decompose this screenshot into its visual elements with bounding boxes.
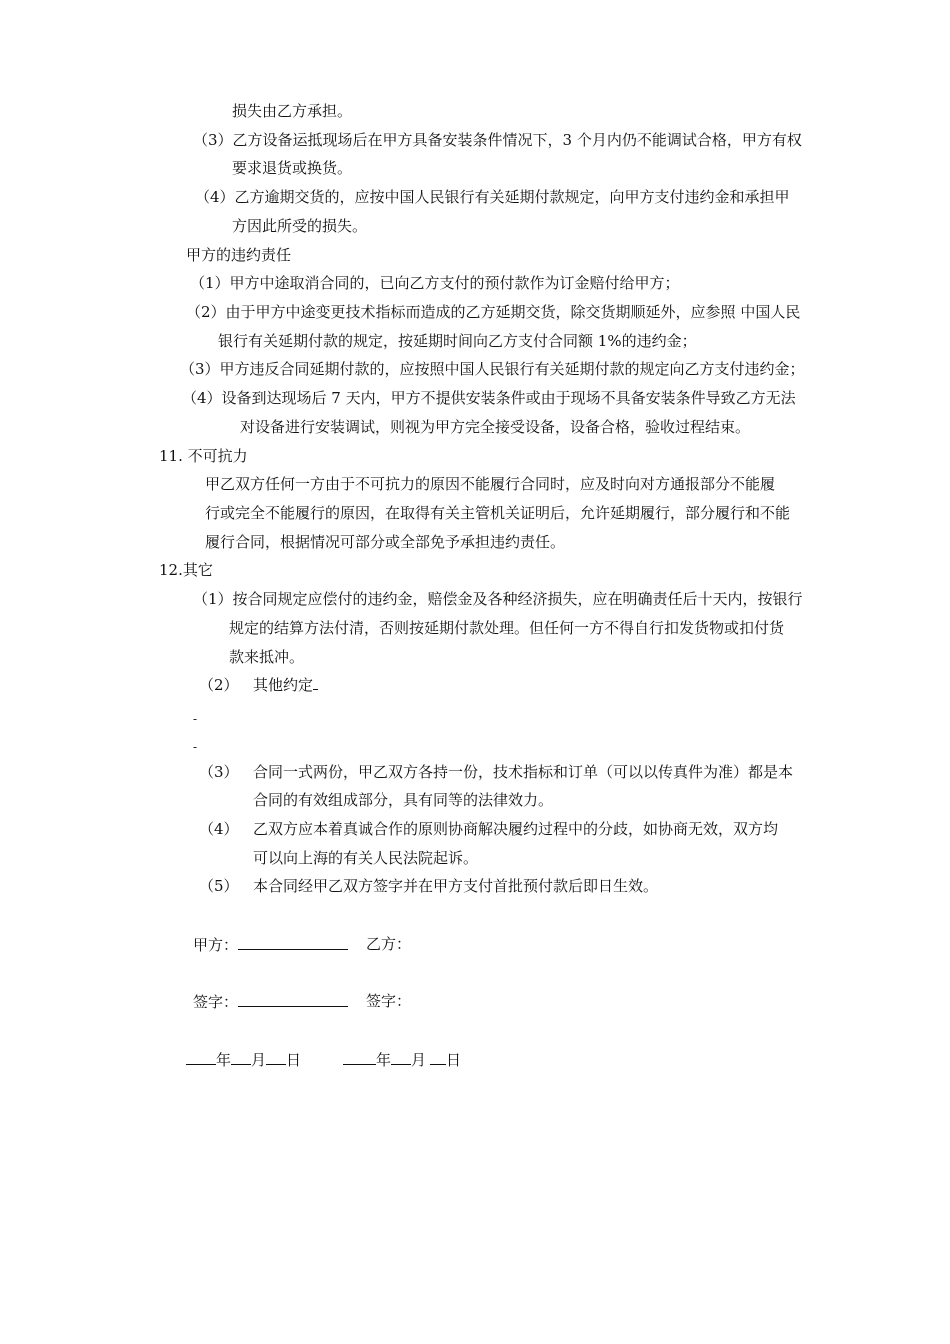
top-line-4: （4）乙方逾期交货的，应按中国人民银行有关延期付款规定，向甲方支付违约金和承担甲 [195,188,790,206]
section-12-item-1-cont: 款来抵冲。 [229,648,305,666]
month-label: 月 [411,1051,427,1069]
party-a-item-2: （2）由于甲方中途变更技术指标而造成的乙方延期交货，除交货期顺延外，应参照 中国人民 [186,303,801,321]
month-blank[interactable] [231,1049,251,1065]
party-a-row [193,934,348,955]
section-11-heading: 11. 不可抗力 [159,447,248,465]
party-a-item-2-cont: 银行有关延期付款的规定，按延期时间向乙方支付合同额 1%的违约金； [218,332,697,350]
party-a-item-3: （3）甲方违反合同延期付款的，应按照中国人民银行有关延期付款的规定向乙方支付违约金； [180,360,805,378]
year-label: 年 [216,1051,232,1069]
top-line-1: 损失由乙方承担。 [232,102,353,120]
party-b-sign-label: 签字： [366,992,412,1010]
month-blank[interactable] [391,1049,411,1065]
section-12-item-5-text: 本合同经甲乙双方签字并在甲方支付首批预付款后即日生效。 [253,877,659,895]
party-a-date [186,1049,301,1070]
section-12-item-4-number: （4） [199,820,239,838]
party-a-liability-heading: 甲方的违约责任 [186,246,292,264]
party-a-item-4-cont: 对设备进行安装调试，则视为甲方完全接受设备，设备合格，验收过程结束。 [240,418,751,436]
day-blank[interactable] [430,1049,446,1065]
party-a-label: 甲方： [193,936,239,954]
section-12-item-1: （1）按合同规定应偿付的违约金，赔偿金及各种经济损失，应在明确责任后十天内，按银行 [193,590,803,608]
party-a-blank[interactable] [238,934,348,950]
party-a-sign-label: 签字： [193,993,239,1011]
day-blank[interactable] [266,1049,286,1065]
party-a-sign-row [193,991,348,1012]
section-12-item-4-cont: 可以向上海的有关人民法院起诉。 [253,849,479,867]
party-b-label: 乙方： [366,935,412,953]
party-a-item-4: （4）设备到达现场后 7 天内，甲方不提供安装条件或由于现场不具备安装条件导致乙方无法 [182,389,796,407]
top-line-3: 要求退货或换货。 [232,159,353,177]
section-12-item-3-number: （3） [199,763,239,781]
day-label: 日 [446,1051,462,1069]
section-12-heading: 12.其它 [159,561,213,579]
section-11-line-3: 履行合同，根据情况可部分或全部免予承担违约责任。 [205,533,566,551]
blank-line-marker: - [193,712,198,726]
blank-line-marker: - [193,740,198,754]
party-a-sign-blank[interactable] [238,991,348,1007]
section-12-item-5-number: （5） [199,877,239,895]
party-b-date [343,1049,461,1070]
top-line-2: （3）乙方设备运抵现场后在甲方具备安装条件情况下，3 个月内仍不能调试合格，甲方有权 [193,131,802,149]
section-12-item-1-cont: 规定的结算方法付清，否则按延期付款处理。但任何一方不得自行扣发货物或扣付货 [229,619,785,637]
day-label: 日 [286,1051,302,1069]
month-label: 月 [251,1051,267,1069]
year-blank[interactable] [186,1049,216,1065]
section-11-line-2: 行或完全不能履行的原因，在取得有关主管机关证明后，允许延期履行，部分履行和不能 [205,504,791,522]
party-a-item-1: （1）甲方中途取消合同的，已向乙方支付的预付款作为订金赔付给甲方； [190,274,680,292]
year-label: 年 [376,1051,392,1069]
top-line-5: 方因此所受的损失。 [232,217,368,235]
section-12-item-4-text: 乙双方应本着真诚合作的原则协商解决履约过程中的分歧，如协商无效，双方均 [253,820,779,838]
section-11-line-1: 甲乙双方任何一方由于不可抗力的原因不能履行合同时，应及时向对方通报部分不能履 [205,475,776,493]
section-12-item-2-text: 其他约定 [253,675,318,695]
section-12-item-2-number: （2） [199,676,239,694]
year-blank[interactable] [343,1049,376,1065]
section-12-item-3-cont: 合同的有效组成部分，具有同等的法律效力。 [253,791,554,809]
section-12-item-3-text: 合同一式两份，甲乙双方各持一份，技术指标和订单（可以以传真件为准）都是本 [253,763,794,781]
